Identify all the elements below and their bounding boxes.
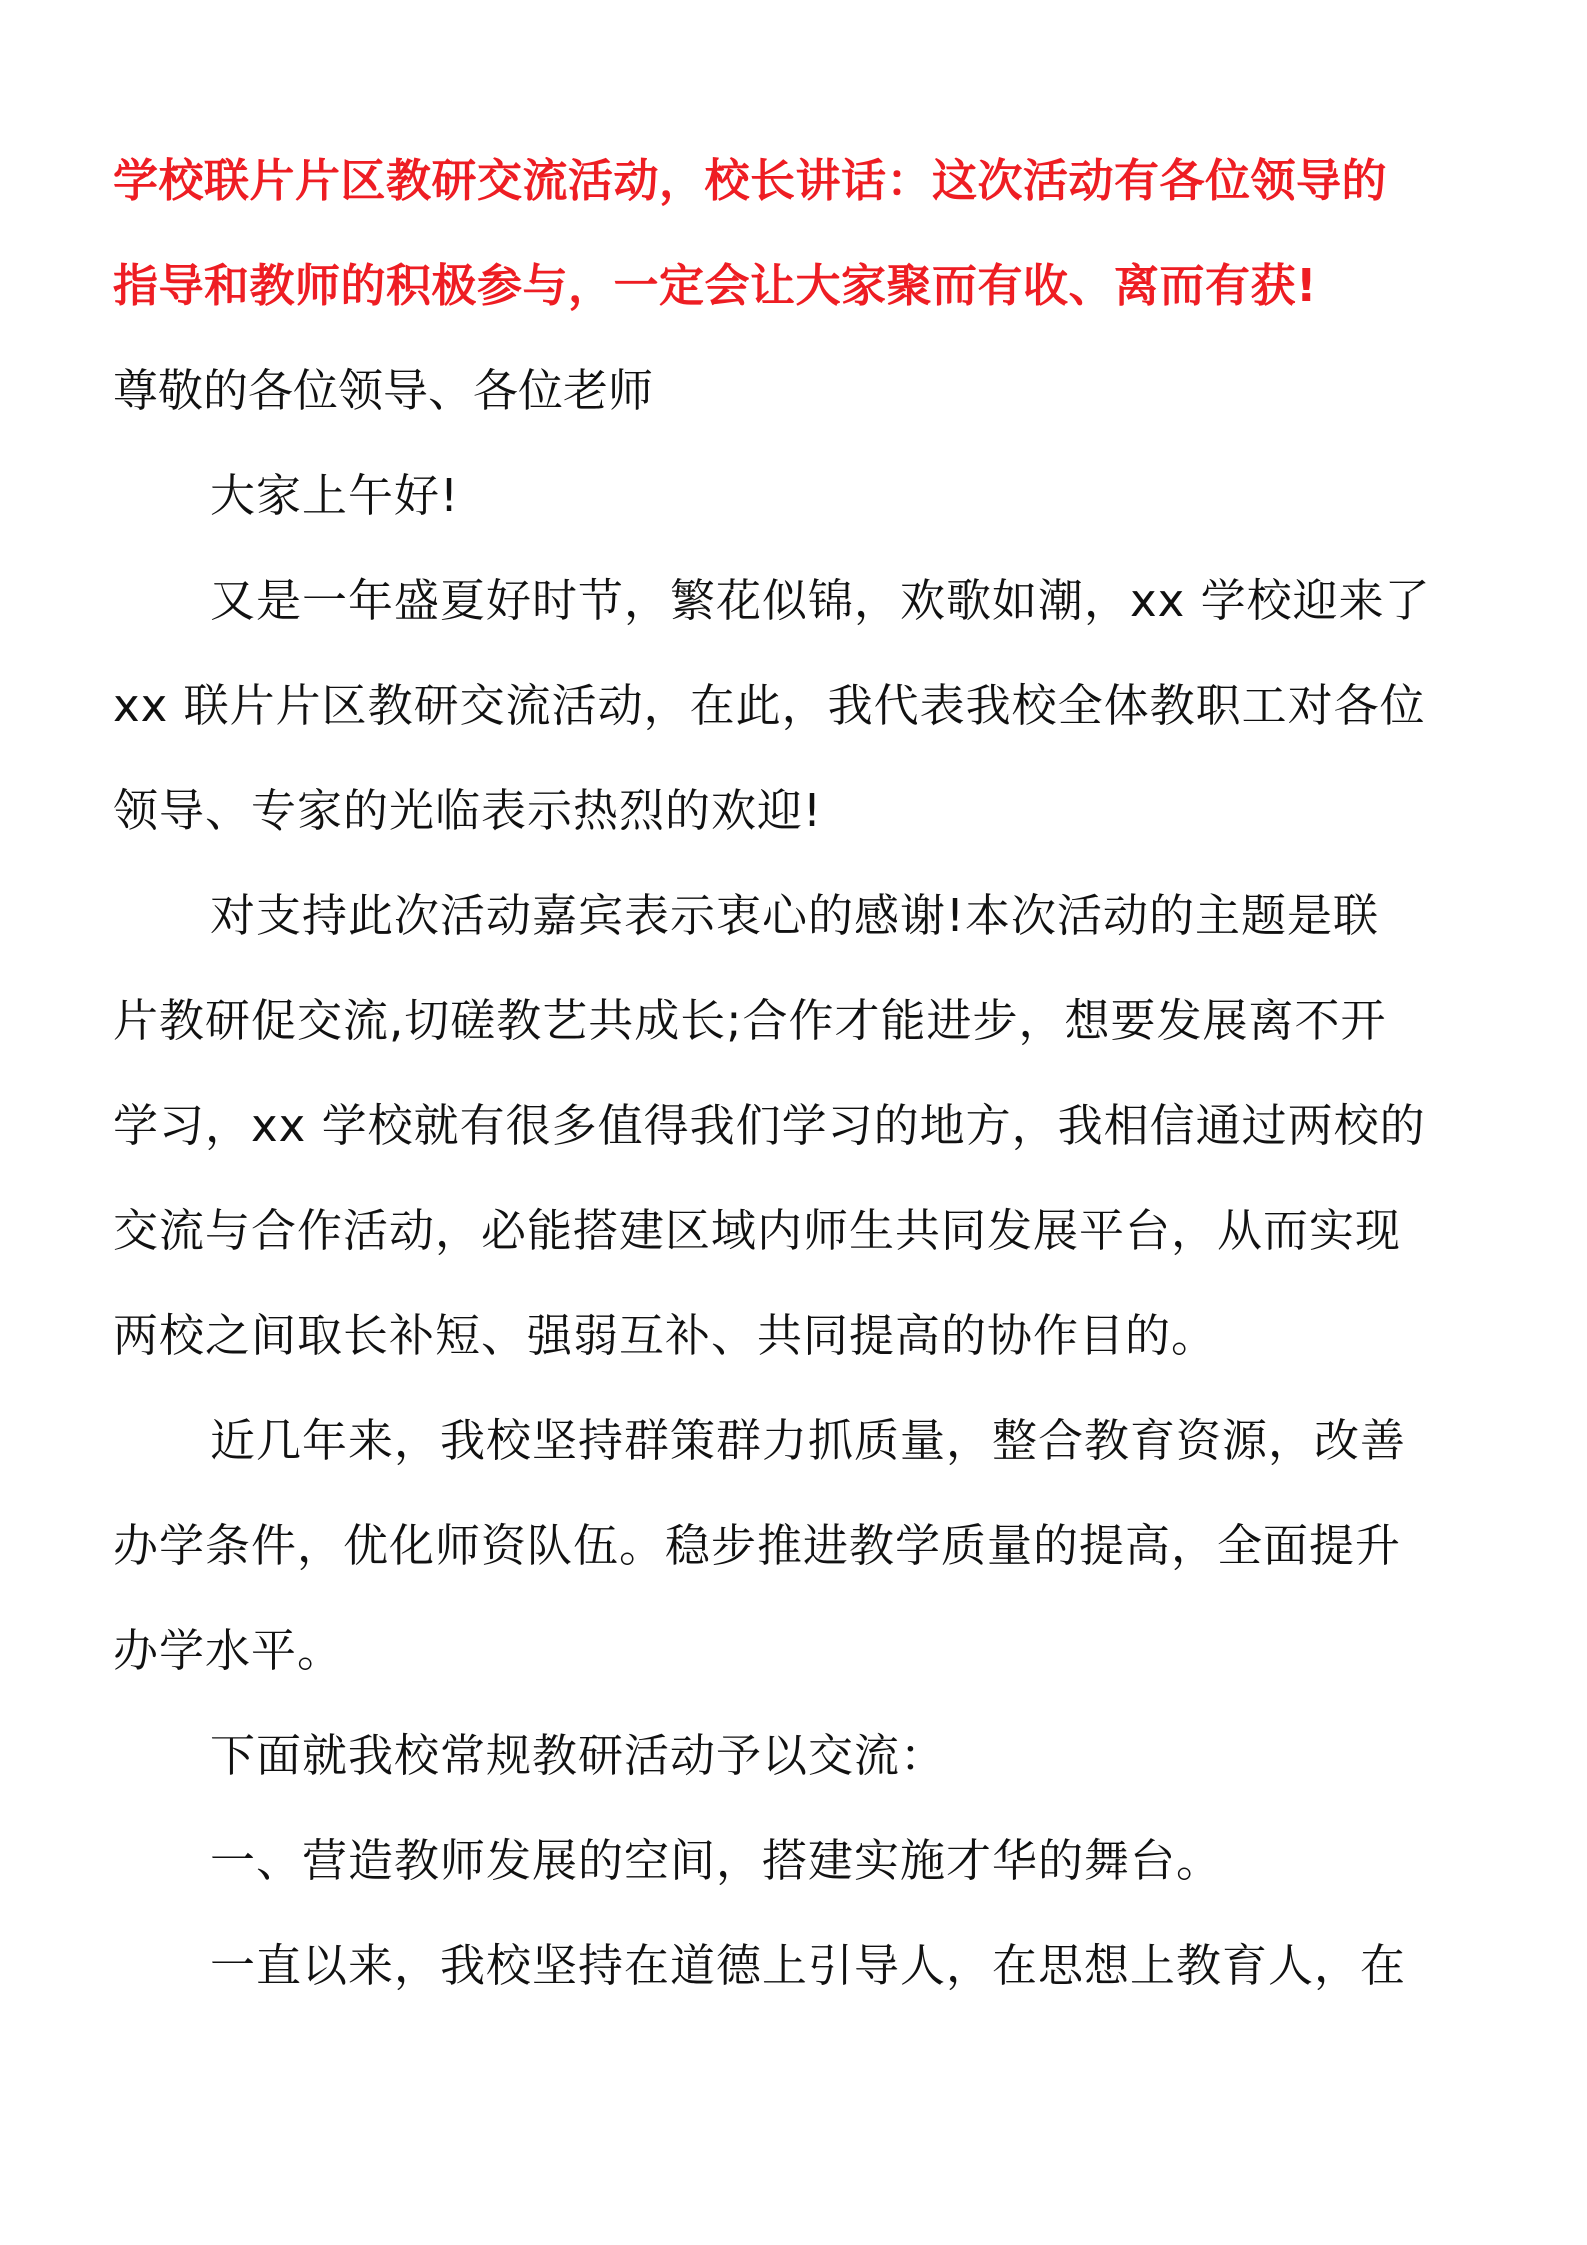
paragraph-line: 一、营造教师发展的空间，搭建实施才华的舞台。 [210, 1834, 1223, 1887]
title-line: 指导和教师的积极参与，一定会让大家聚而有收、离而有获! [113, 259, 1318, 312]
paragraph-line: 下面就我校常规教研活动予以交流： [210, 1729, 947, 1782]
paragraph-thanks [113, 863, 1475, 1388]
paragraph-line: 两校之间取长补短、强弱互补、共同提高的协作目的。 [113, 1309, 1218, 1362]
paragraph-greeting [113, 443, 1475, 548]
paragraph-line: 大家上午好! [210, 469, 460, 522]
paragraph-line: 片教研促交流,切磋教艺共成长;合作才能进步，想要发展离不开 [113, 994, 1387, 1047]
title-line: 学校联片片区教研交流活动，校长讲话：这次活动有各位领导的 [113, 154, 1388, 207]
paragraph-welcome [113, 548, 1475, 863]
paragraph-line: 对支持此次活动嘉宾表示衷心的感谢!本次活动的主题是联 [210, 889, 1380, 942]
paragraph-line: 学习，xx 学校就有很多值得我们学习的地方，我相信通过两校的 [113, 1099, 1426, 1152]
document-title [113, 128, 1475, 338]
paragraph-line: 一直以来，我校坚持在道德上引导人，在思想上教育人，在 [210, 1939, 1407, 1992]
paragraph-line: 办学条件，优化师资队伍。稳步推进教学质量的提高，全面提升 [113, 1519, 1402, 1572]
paragraph-line: 又是一年盛夏好时节，繁花似锦，欢歌如潮，xx 学校迎来了 [210, 574, 1431, 627]
paragraph-line: 交流与合作活动，必能搭建区域内师生共同发展平台，从而实现 [113, 1204, 1402, 1257]
paragraph-line: 近几年来，我校坚持群策群力抓质量，整合教育资源，改善 [210, 1414, 1407, 1467]
paragraph-section-one-body [113, 1913, 1475, 2018]
document-body [113, 128, 1475, 2018]
paragraph-line: xx 联片片区教研交流活动，在此，我代表我校全体教职工对各位 [113, 679, 1426, 732]
salutation: 尊敬的各位领导、各位老师 [113, 364, 654, 417]
section-heading-one [113, 1808, 1475, 1913]
paragraph-line: 领导、专家的光临表示热烈的欢迎! [113, 784, 823, 837]
paragraph-intro-exchange [113, 1703, 1475, 1808]
paragraph-recent-years [113, 1388, 1475, 1703]
paragraph-line: 办学水平。 [113, 1624, 344, 1677]
